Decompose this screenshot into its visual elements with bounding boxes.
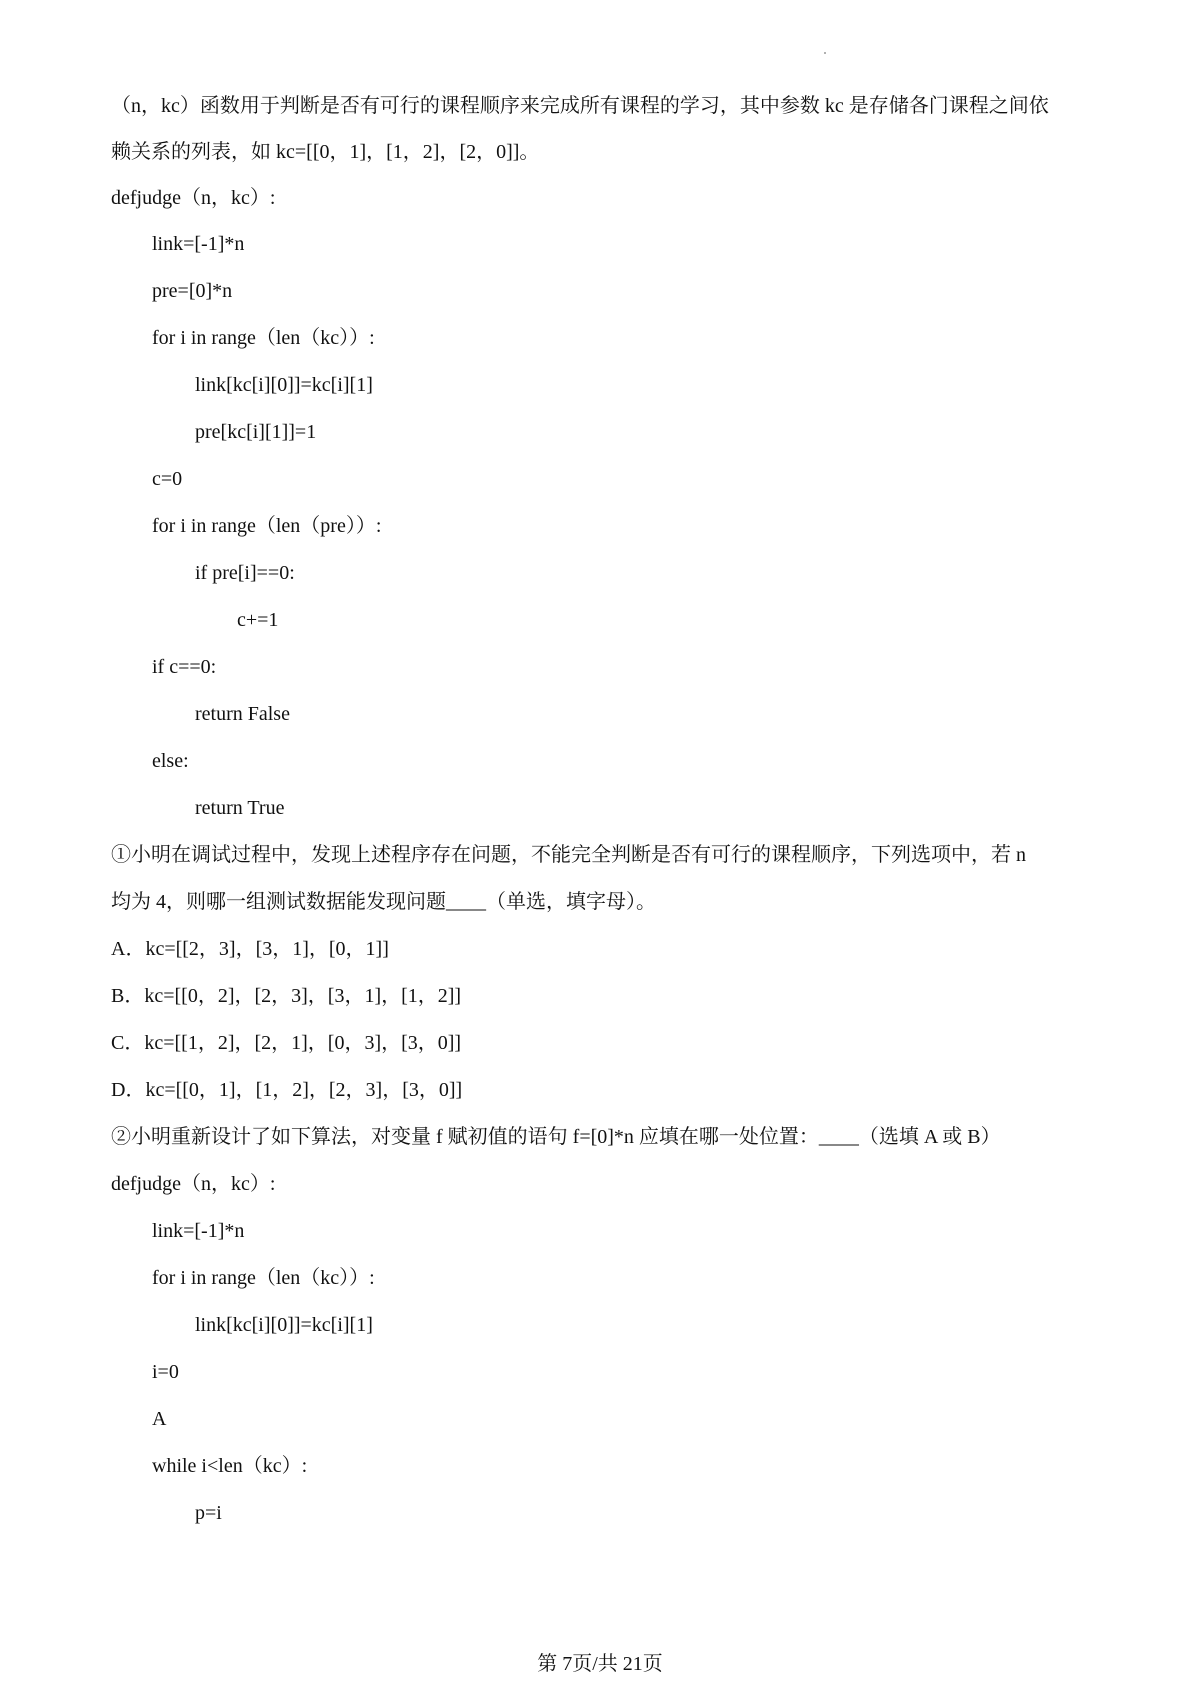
code2-line: link[kc[i][0]]=kc[i][1] <box>195 1314 373 1336</box>
code1-line: c+=1 <box>237 609 279 631</box>
code2-line: p=i <box>195 1502 222 1524</box>
code2-line: i=0 <box>152 1361 179 1383</box>
intro-line-2: 赖关系的列表，如 kc=[[0，1]，[1，2]，[2，0]]。 <box>111 141 540 163</box>
code2-line: link=[-1]*n <box>152 1220 245 1242</box>
option-b: B．kc=[[0，2]，[2，3]，[3，1]，[1，2]] <box>111 985 462 1007</box>
intro-line-1: （n，kc）函数用于判断是否有可行的课程顺序来完成所有课程的学习，其中参数 kc 是存储各门课程之间依 <box>111 95 1049 117</box>
page-number: 第 7页/共 21页 <box>537 1653 663 1675</box>
code1-line: return False <box>195 703 290 725</box>
code1-line: if c==0: <box>152 656 217 678</box>
code1-line: pre=[0]*n <box>152 280 233 302</box>
code1-line: link[kc[i][0]]=kc[i][1] <box>195 374 373 396</box>
code2-line: while i<len（kc）: <box>152 1455 308 1477</box>
option-a: A．kc=[[2，3]，[3，1]，[0，1]] <box>111 938 389 960</box>
code1-line: for i in range（len（kc））: <box>152 327 375 349</box>
option-d: D．kc=[[0，1]，[1，2]，[2，3]，[3，0]] <box>111 1079 463 1101</box>
question1-line-1: ①小明在调试过程中，发现上述程序存在问题，不能完全判断是否有可行的课程顺序，下列选项中，若 n <box>111 844 1026 866</box>
option-c: C．kc=[[1，2]，[2，1]，[0，3]，[3，0]] <box>111 1032 462 1054</box>
code1-line: if pre[i]==0: <box>195 562 295 584</box>
code2-line: defjudge（n，kc）: <box>111 1173 276 1195</box>
code1-line: else: <box>152 750 189 772</box>
question2-line-1: ②小明重新设计了如下算法，对变量 f 赋初值的语句 f=[0]*n 应填在哪一处位置：____（选填 A 或 B） <box>111 1126 1001 1148</box>
code1-line: return True <box>195 797 285 819</box>
code2-line: A <box>152 1408 167 1430</box>
code1-line: defjudge（n，kc）: <box>111 187 276 209</box>
code1-line: pre[kc[i][1]]=1 <box>195 421 317 443</box>
code1-line: for i in range（len（pre））: <box>152 515 382 537</box>
scan-dot <box>824 52 826 54</box>
code1-line: link=[-1]*n <box>152 233 245 255</box>
code2-line: for i in range（len（kc））: <box>152 1267 375 1289</box>
code1-line: c=0 <box>152 468 183 490</box>
question1-line-2: 均为 4，则哪一组测试数据能发现问题____（单选，填字母）。 <box>111 891 656 913</box>
